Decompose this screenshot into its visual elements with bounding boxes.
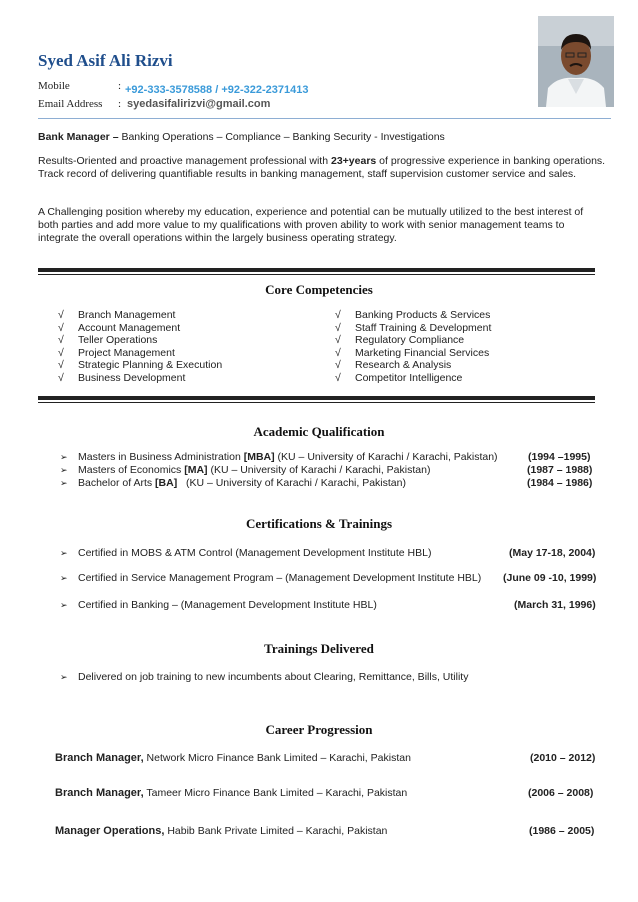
- competency-label: Staff Training & Development: [355, 321, 492, 334]
- career-title: Branch Manager,: [55, 752, 144, 764]
- mobile-numbers: [125, 80, 309, 98]
- arrow-bullet-icon: ➢: [60, 452, 68, 462]
- section-rule-thin: [38, 274, 595, 275]
- check-icon: √: [335, 346, 341, 359]
- check-icon: √: [335, 371, 341, 384]
- trainings-heading: Trainings Delivered: [264, 641, 374, 656]
- competency-label: Competitor Intelligence: [355, 371, 463, 384]
- certification-text: Certified in Service Management Program – (Management Development Institute HBL): [78, 572, 482, 584]
- email-link[interactable]: syedasifalirizvi@gmail.com: [127, 98, 271, 110]
- training-item: [60, 671, 468, 683]
- check-icon: √: [335, 309, 341, 321]
- certification-date: (March 31, 1996): [514, 599, 596, 611]
- competency-item: [335, 322, 491, 335]
- check-icon: √: [58, 346, 64, 359]
- competency-label: Research & Analysis: [355, 359, 452, 371]
- arrow-bullet-icon: ➢: [60, 672, 68, 682]
- competency-label: Teller Operations: [78, 334, 158, 346]
- degree-institution: (KU – University of Karachi / Karachi, Pakistan): [207, 464, 431, 476]
- competencies-left-list: [58, 309, 222, 384]
- professional-title-rest: Banking Operations – Compliance – Banking Security - Investigations: [118, 131, 445, 143]
- competency-label: Banking Products & Services: [355, 309, 491, 321]
- section-rule-thin: [38, 402, 595, 403]
- check-icon: √: [58, 334, 64, 346]
- check-icon: √: [58, 309, 64, 321]
- mobile-number-2[interactable]: +92-322-2371413: [221, 84, 309, 96]
- core-competencies-heading: Core Competencies: [265, 282, 373, 297]
- competency-item: [335, 334, 491, 347]
- degree-abbr: [MA]: [184, 464, 208, 476]
- competency-item: [58, 347, 222, 360]
- competencies-right-list: [335, 309, 491, 384]
- career-title: Branch Manager,: [55, 787, 144, 799]
- training-text: Delivered on job training to new incumbents about Clearing, Remittance, Bills, Utility: [78, 671, 469, 683]
- competency-item: [58, 372, 222, 385]
- degree-abbr: [MBA]: [243, 451, 275, 463]
- certification-date: (June 09 -10, 1999): [503, 572, 597, 584]
- career-title: Manager Operations,: [55, 825, 165, 837]
- degree-abbr: [BA]: [155, 477, 178, 489]
- degree-name: Bachelor of Arts: [78, 477, 156, 489]
- email-separator: :: [118, 98, 122, 110]
- mobile-number-1[interactable]: +92-333-3578588: [125, 84, 213, 96]
- competency-item: [58, 334, 222, 347]
- section-rule-thick: [38, 268, 595, 272]
- competency-label: Account Management: [78, 321, 181, 334]
- career-item: [55, 752, 411, 764]
- summary-p1-b: of progressive experience in banking operations. Track record of delivering quantifiable results in banking management, staff supervision customer service and sales.: [38, 155, 606, 180]
- mobile-label: Mobile: [38, 80, 70, 92]
- arrow-bullet-icon: ➢: [60, 548, 68, 558]
- arrow-bullet-icon: ➢: [60, 573, 68, 583]
- career-date: (2006 – 2008): [528, 787, 594, 799]
- academic-item: [60, 451, 498, 463]
- degree-name: Masters in Business Administration: [78, 451, 244, 463]
- certification-text: Certified in Banking – (Management Development Institute HBL): [78, 599, 377, 611]
- certification-item: [60, 599, 377, 611]
- academic-date: (1987 – 1988): [527, 464, 593, 476]
- academic-item: [60, 464, 430, 476]
- certification-text: Certified in MOBS & ATM Control (Management Development Institute HBL): [78, 547, 432, 559]
- check-icon: √: [335, 359, 341, 371]
- check-icon: √: [58, 359, 64, 371]
- competency-item: [335, 372, 491, 385]
- check-icon: √: [58, 321, 64, 334]
- career-org: Habib Bank Private Limited – Karachi, Pakistan: [164, 825, 388, 837]
- candidate-name: Syed Asif Ali Rizvi: [38, 51, 173, 70]
- section-rule-thick: [38, 396, 595, 400]
- degree-name: Masters of Economics: [78, 464, 185, 476]
- competency-label: Regulatory Compliance: [355, 334, 465, 346]
- header-divider: [38, 118, 611, 119]
- career-org: Network Micro Finance Bank Limited – Karachi, Pakistan: [143, 752, 411, 764]
- mobile-separator: :: [118, 80, 122, 92]
- academic-heading: Academic Qualification: [253, 424, 385, 439]
- career-org: Tameer Micro Finance Bank Limited – Karachi, Pakistan: [143, 787, 408, 799]
- competency-item: [335, 309, 491, 322]
- academic-item: [60, 477, 406, 489]
- competency-label: Project Management: [78, 346, 175, 359]
- competency-item: [335, 359, 491, 372]
- certification-item: [60, 572, 481, 584]
- competency-item: [335, 347, 491, 360]
- competency-item: [58, 309, 222, 322]
- degree-institution: (KU – University of Karachi / Karachi, Pakistan): [274, 451, 498, 463]
- profile-photo-image: [538, 16, 614, 107]
- academic-date: (1994 –1995): [528, 451, 591, 463]
- career-item: [55, 787, 407, 799]
- summary-paragraph-1: [38, 155, 606, 181]
- check-icon: √: [58, 371, 64, 384]
- competency-label: Marketing Financial Services: [355, 346, 490, 359]
- professional-title: [38, 131, 608, 144]
- professional-title-bold: Bank Manager –: [38, 131, 119, 143]
- competency-label: Strategic Planning & Execution: [78, 359, 223, 371]
- arrow-bullet-icon: ➢: [60, 600, 68, 610]
- competency-label: Business Development: [78, 371, 186, 384]
- degree-institution: (KU – University of Karachi / Karachi, Pakistan): [177, 477, 406, 489]
- mobile-join: /: [212, 84, 222, 96]
- arrow-bullet-icon: ➢: [60, 465, 68, 475]
- career-date: (2010 – 2012): [530, 752, 596, 764]
- check-icon: √: [335, 334, 341, 346]
- competency-label: Branch Management: [78, 309, 176, 321]
- competency-item: [58, 359, 222, 372]
- career-item: [55, 825, 387, 837]
- arrow-bullet-icon: ➢: [60, 478, 68, 488]
- check-icon: √: [335, 321, 341, 334]
- certification-item: [60, 547, 431, 559]
- career-date: (1986 – 2005): [529, 825, 595, 837]
- summary-paragraph-2: A Challenging position whereby my education, experience and potential can be mutually utilized to the best interest of both parties and add more value to my qualifications with proven ability to work with senior management teams to integrate the overall operations within the largely business operating strategy.: [38, 206, 584, 244]
- academic-date: (1984 – 1986): [527, 477, 593, 489]
- summary-p1-a: Results-Oriented and proactive management professional with: [38, 155, 331, 167]
- career-heading: Career Progression: [265, 722, 373, 737]
- certification-date: (May 17-18, 2004): [509, 547, 596, 559]
- email-label: Email Address: [38, 98, 103, 110]
- competency-item: [58, 322, 222, 335]
- summary-p1-bold: 23+years: [331, 155, 377, 167]
- certifications-heading: Certifications & Trainings: [245, 516, 393, 531]
- profile-photo: [538, 16, 614, 107]
